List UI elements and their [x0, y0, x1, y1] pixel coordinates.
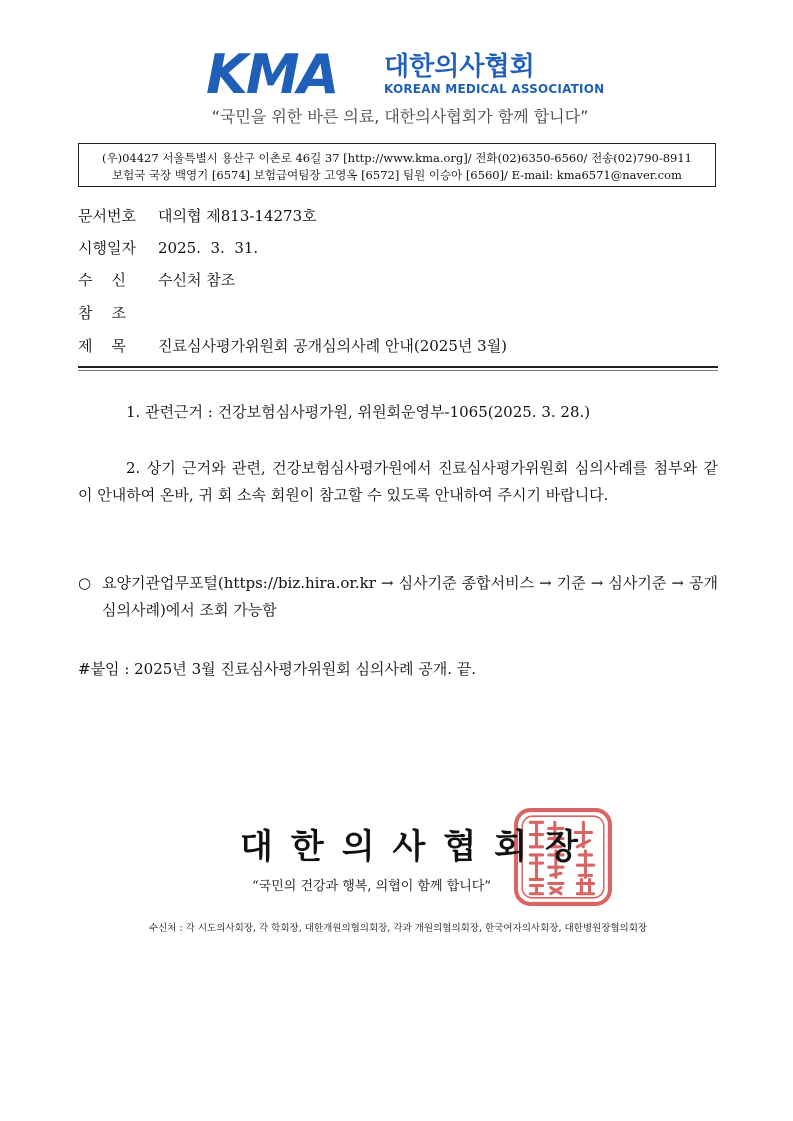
contact-line-address: (우)04427 서울특별시 용산구 이촌로 46길 37 [http://www.kma.org]/ 전화(02)6350-6560/ 전송(02)790-8911: [102, 151, 692, 165]
circle-bullet-icon: ○: [78, 574, 92, 592]
meta-doc-number: [78, 206, 317, 226]
recipient-list: 수신처 : 각 시도의사회장, 각 학회장, 대한개원의협의회장, 각과 개원의협의회장, 한국여자의사회장, 대한병원장협의회장: [148, 923, 648, 934]
meta-date: [78, 238, 258, 258]
meta-reference: [78, 303, 158, 323]
meta-recipient: [78, 270, 235, 290]
header-motto: “국민을 위한 바른 의료, 대한의사협회가 함께 합니다”: [211, 107, 589, 126]
attachment-note: #붙임 : 2025년 3월 진료심사평가위원회 심의사례 공개. 끝.: [78, 660, 477, 678]
reference-label: 참 조: [78, 304, 127, 322]
divider-thick: [78, 366, 718, 368]
body-paragraph-1: 1. 관련근거 : 건강보험심사평가원, 위원회운영부-1065(2025. 3. 28.): [126, 403, 591, 421]
kma-logo: [206, 43, 605, 106]
doc-number-label: 문서번호: [78, 207, 136, 225]
bullet-text: 요양기관업무포털(https://biz.hira.or.kr → 심사기준 종합서비스 → 기준 → 심사기준 → 공개심의사례)에서 조회 가능함: [102, 574, 718, 619]
signature-motto: “국민의 건강과 행복, 의협이 함께 합니다”: [252, 879, 492, 894]
recipient-label: 수 신: [78, 271, 127, 289]
subject-label: 제 목: [78, 337, 127, 355]
body-paragraph-2: 2. 상기 근거와 관련, 건강보험심사평가원에서 진료심사평가위원회 심의사례를 첨부와 같이 안내하여 온바, 귀 회 소속 회원이 참고할 수 있도록 안내하여 주시기 바랍니다.: [78, 459, 718, 504]
bullet-item: [78, 570, 718, 630]
recipient-value: 수신처 참조: [158, 271, 236, 289]
subject-value: 진료심사평가위원회 공개심의사례 안내(2025년 3월): [158, 337, 508, 355]
logo-org-name-en: KOREAN MEDICAL ASSOCIATION: [384, 82, 605, 96]
date-label: 시행일자: [78, 239, 136, 257]
logo-org-name-kr: 대한의사협회: [384, 52, 535, 82]
date-value: 2025. 3. 31.: [158, 239, 259, 257]
signature-title: 대한의사협회장: [240, 827, 596, 867]
doc-number-value: 대의협 제813-14273호: [158, 207, 317, 225]
divider-thin: [78, 370, 718, 371]
meta-subject: [78, 336, 507, 356]
contact-line-staff: 보험국 국장 백영기 [6574] 보험급여팀장 고영옥 [6572] 팀원 이승아 [6560]/ E-mail: kma6571@naver.com: [112, 168, 682, 182]
contact-box: [78, 143, 716, 187]
logo-kma-text: KMA: [206, 43, 338, 106]
